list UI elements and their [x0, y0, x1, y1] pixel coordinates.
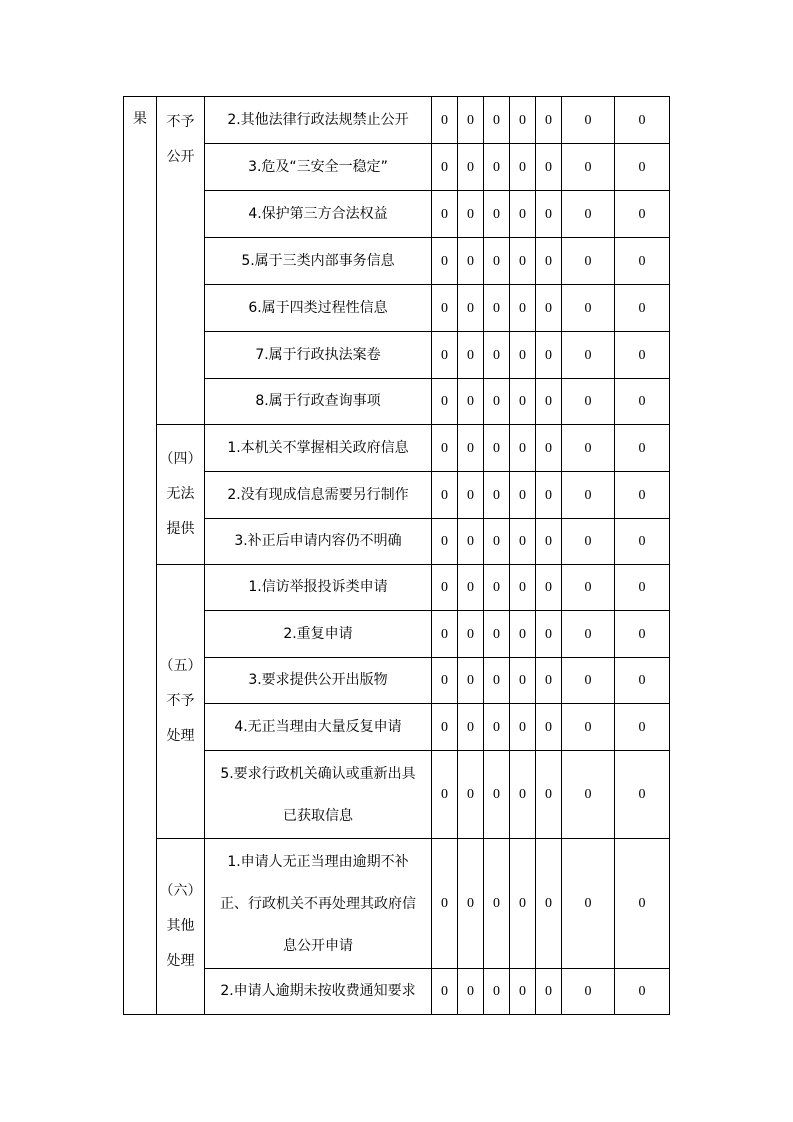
value-cell: 0: [536, 97, 562, 144]
value-cell: 0: [458, 144, 484, 191]
value-cell: 0: [432, 238, 458, 285]
value-cell: 0: [458, 332, 484, 379]
value-cell: 0: [484, 191, 510, 238]
item-label: 2.没有现成信息需要另行制作: [227, 486, 409, 503]
item-cell: [205, 565, 432, 611]
value-cell: 0: [536, 704, 562, 751]
value-cell: 0: [536, 191, 562, 238]
value-cell: 0: [615, 97, 670, 144]
value-cell: 0: [562, 565, 615, 611]
value-cell: 0: [536, 332, 562, 379]
value-cell: 0: [458, 97, 484, 144]
value-cell: 0: [510, 751, 536, 839]
value-cell: 0: [484, 285, 510, 332]
value-cell: 0: [562, 969, 615, 1015]
value-cell: 0: [432, 704, 458, 751]
item-cell: [205, 238, 432, 285]
item-label: 2.其他法律行政法规禁止公开: [227, 111, 409, 128]
value-cell: 0: [615, 658, 670, 704]
value-cell: 0: [562, 97, 615, 144]
value-cell: 0: [484, 704, 510, 751]
value-cell: 0: [432, 332, 458, 379]
value-cell: 0: [536, 658, 562, 704]
value-cell: 0: [510, 144, 536, 191]
value-cell: 0: [484, 144, 510, 191]
item-label-line: 已获取信息: [283, 807, 353, 824]
group-label-line: （四）: [159, 451, 202, 467]
value-cell: 0: [484, 969, 510, 1015]
value-cell: 0: [536, 379, 562, 425]
item-cell: [205, 144, 432, 191]
value-cell: 0: [562, 332, 615, 379]
table-row: [124, 611, 670, 658]
value-cell: 0: [432, 751, 458, 839]
value-cell: 0: [562, 379, 615, 425]
value-cell: 0: [458, 751, 484, 839]
group-label-cell: [157, 839, 205, 1015]
value-cell: 0: [432, 425, 458, 472]
value-cell: 0: [510, 611, 536, 658]
group-label-line: 处理: [166, 728, 195, 744]
value-cell: 0: [484, 472, 510, 519]
item-label: 1.信访举报投诉类申请: [248, 579, 388, 595]
value-cell: 0: [432, 144, 458, 191]
value-cell: 0: [458, 425, 484, 472]
value-cell: 0: [510, 658, 536, 704]
item-cell: [205, 191, 432, 238]
value-cell: 0: [615, 285, 670, 332]
value-cell: 0: [432, 519, 458, 565]
table-row: [124, 191, 670, 238]
value-cell: 0: [510, 191, 536, 238]
value-cell: 0: [562, 191, 615, 238]
value-cell: 0: [458, 191, 484, 238]
value-cell: 0: [484, 238, 510, 285]
value-cell: 0: [510, 97, 536, 144]
table-row: [124, 472, 670, 519]
group-label-line: 不予: [166, 114, 195, 130]
table-row: [124, 704, 670, 751]
item-cell: [205, 611, 432, 658]
value-cell: 0: [615, 611, 670, 658]
value-cell: 0: [615, 839, 670, 969]
item-cell: [205, 751, 432, 839]
statistics-table: [123, 96, 670, 1015]
value-cell: 0: [615, 751, 670, 839]
value-cell: 0: [484, 332, 510, 379]
value-cell: 0: [536, 238, 562, 285]
item-cell: [205, 425, 432, 472]
value-cell: 0: [536, 969, 562, 1015]
value-cell: 0: [432, 565, 458, 611]
item-cell: [205, 839, 432, 969]
table-row: [124, 839, 670, 969]
value-cell: 0: [536, 611, 562, 658]
value-cell: 0: [458, 658, 484, 704]
item-label: 5.属于三类内部事务信息: [241, 252, 395, 269]
value-cell: 0: [615, 425, 670, 472]
value-cell: 0: [536, 144, 562, 191]
value-cell: 0: [458, 969, 484, 1015]
item-label: 8.属于行政查询事项: [255, 393, 381, 409]
outer-category-cell: [124, 97, 157, 1015]
value-cell: 0: [536, 839, 562, 969]
item-cell: [205, 704, 432, 751]
value-cell: 0: [562, 144, 615, 191]
value-cell: 0: [432, 191, 458, 238]
group-label-line: （五）: [159, 658, 202, 674]
value-cell: 0: [458, 285, 484, 332]
item-cell: [205, 519, 432, 565]
item-cell: [205, 285, 432, 332]
item-label: 2.重复申请: [283, 625, 353, 642]
table-row: [124, 97, 670, 144]
item-label: 3.补正后申请内容仍不明确: [234, 533, 402, 549]
value-cell: 0: [615, 704, 670, 751]
value-cell: 0: [432, 839, 458, 969]
value-cell: 0: [484, 97, 510, 144]
group-label-line: 公开: [166, 149, 195, 165]
item-label: 7.属于行政执法案卷: [255, 346, 381, 363]
table-row: [124, 751, 670, 839]
value-cell: 0: [484, 519, 510, 565]
value-cell: 0: [615, 969, 670, 1015]
value-cell: 0: [615, 144, 670, 191]
value-cell: 0: [510, 969, 536, 1015]
item-cell: [205, 97, 432, 144]
group-label-cell: [157, 425, 205, 565]
value-cell: 0: [510, 565, 536, 611]
value-cell: 0: [484, 658, 510, 704]
item-cell: [205, 472, 432, 519]
table-row: [124, 658, 670, 704]
value-cell: 0: [458, 519, 484, 565]
value-cell: 0: [484, 425, 510, 472]
value-cell: 0: [458, 704, 484, 751]
item-label: 3.危及“三安全一稳定”: [248, 158, 388, 175]
value-cell: 0: [562, 751, 615, 839]
group-label-line: 不予: [166, 693, 195, 709]
value-cell: 0: [510, 519, 536, 565]
item-cell: [205, 969, 432, 1015]
value-cell: 0: [562, 611, 615, 658]
group-label-line: 处理: [166, 953, 195, 969]
value-cell: 0: [510, 472, 536, 519]
value-cell: 0: [458, 611, 484, 658]
value-cell: 0: [458, 472, 484, 519]
value-cell: 0: [484, 379, 510, 425]
value-cell: 0: [432, 969, 458, 1015]
value-cell: 0: [510, 839, 536, 969]
table-row: [124, 379, 670, 425]
item-label: 4.无正当理由大量反复申请: [234, 718, 402, 735]
value-cell: 0: [536, 519, 562, 565]
value-cell: 0: [432, 285, 458, 332]
value-cell: 0: [615, 472, 670, 519]
group-label-line: （六）: [159, 883, 202, 899]
value-cell: 0: [484, 565, 510, 611]
value-cell: 0: [615, 379, 670, 425]
table-row: [124, 519, 670, 565]
value-cell: 0: [562, 704, 615, 751]
value-cell: 0: [458, 839, 484, 969]
group-label-line: 提供: [166, 521, 195, 537]
value-cell: 0: [458, 379, 484, 425]
value-cell: 0: [510, 332, 536, 379]
value-cell: 0: [510, 379, 536, 425]
value-cell: 0: [615, 332, 670, 379]
group-label-line: 其他: [166, 918, 195, 934]
value-cell: 0: [510, 425, 536, 472]
value-cell: 0: [432, 379, 458, 425]
item-label: 4.保护第三方合法权益: [248, 205, 388, 222]
item-label: 6.属于四类过程性信息: [248, 299, 388, 316]
table-row: [124, 238, 670, 285]
value-cell: 0: [458, 565, 484, 611]
value-cell: 0: [536, 565, 562, 611]
value-cell: 0: [484, 751, 510, 839]
group-label-line: 无法: [166, 486, 195, 502]
item-cell: [205, 332, 432, 379]
item-cell: [205, 658, 432, 704]
item-label-line: 息公开申请: [283, 937, 353, 954]
value-cell: 0: [432, 611, 458, 658]
table-row: [124, 144, 670, 191]
value-cell: 0: [510, 704, 536, 751]
value-cell: 0: [432, 658, 458, 704]
item-label: 2.申请人逾期未按收费通知要求: [220, 983, 416, 999]
value-cell: 0: [615, 565, 670, 611]
value-cell: 0: [484, 839, 510, 969]
value-cell: 0: [458, 238, 484, 285]
value-cell: 0: [562, 425, 615, 472]
table-body: [124, 97, 670, 1015]
value-cell: 0: [536, 472, 562, 519]
value-cell: 0: [562, 839, 615, 969]
value-cell: 0: [536, 425, 562, 472]
value-cell: 0: [615, 519, 670, 565]
item-label-line: 5.要求行政机关确认或重新出具: [220, 765, 416, 782]
value-cell: 0: [510, 238, 536, 285]
table-row: [124, 969, 670, 1015]
table-row: [124, 332, 670, 379]
table-row: [124, 285, 670, 332]
item-label-line: 1.申请人无正当理由逾期不补: [227, 853, 409, 870]
value-cell: 0: [562, 472, 615, 519]
item-label: 3.要求提供公开出版物: [248, 672, 388, 688]
value-cell: 0: [562, 285, 615, 332]
table-row: [124, 565, 670, 611]
value-cell: 0: [510, 285, 536, 332]
group-label-cell: [157, 97, 205, 425]
value-cell: 0: [562, 238, 615, 285]
item-label: 1.本机关不掌握相关政府信息: [227, 439, 409, 456]
value-cell: 0: [536, 751, 562, 839]
value-cell: 0: [562, 519, 615, 565]
item-label-line: 正、行政机关不再处理其政府信: [220, 895, 416, 912]
value-cell: 0: [615, 238, 670, 285]
value-cell: 0: [615, 191, 670, 238]
outer-category-label: 果: [133, 111, 147, 127]
value-cell: 0: [432, 472, 458, 519]
item-cell: [205, 379, 432, 425]
value-cell: 0: [536, 285, 562, 332]
group-label-cell: [157, 565, 205, 839]
table-row: [124, 425, 670, 472]
value-cell: 0: [484, 611, 510, 658]
value-cell: 0: [432, 97, 458, 144]
value-cell: 0: [562, 658, 615, 704]
